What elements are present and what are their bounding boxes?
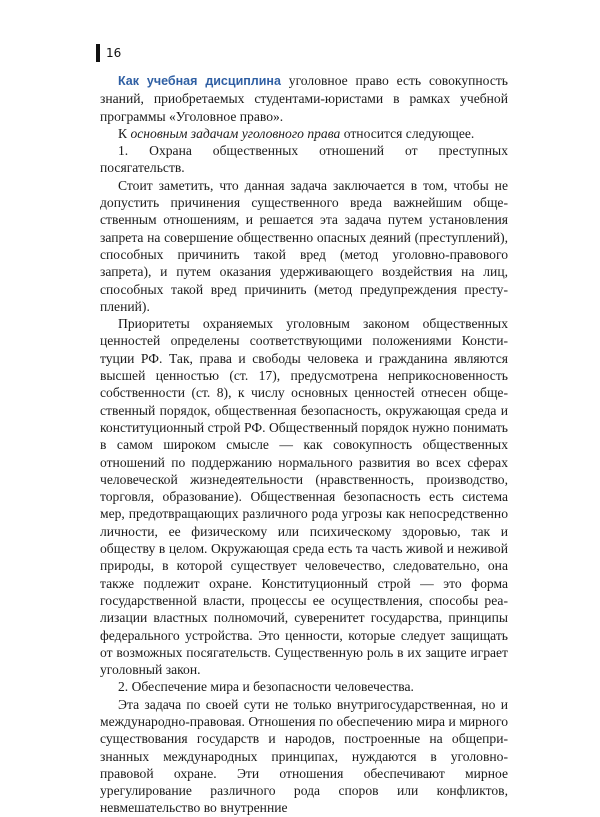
paragraph-text: относится следующее. [340, 125, 475, 141]
paragraph-priorities: Приоритеты охраняемых уголовным законом общественных ценностей определены соответствующими положениями Конституции РФ. Так, права и свободы человека и гражданина являются высшей ценностью (ст. 17), предусмотрена неприкосновенность собственности (ст. 8), к числу основных ценностей отнесен общественный порядок, общественная безопасность, окружающая среда и конституционный строй РФ. Общественный порядок нужно понимать в самом широком смысле — как совокупность общественных отношений по поддержанию нормального развития во всех сферах человеческой жизнедеятельности (нравственность, производство, торговля, образование). Общественная безопасность есть система мер, предотвращающих различного рода угрозы как непосредственно личности, ее физическому или психическому здоровью, так и обществу в целом. Окружающая среда есть та часть живой и неживой природы, в которой существует человечество, следовательно, она также подлежит охране. Конституционный строй — это форма государственной власти, процессы ее осуществления, способы реализации властных полномочий, суверенитет государства, принципы федерального устройства. Это ценности, которые следует защищать от возможных посягательств. Существенную роль в их защите играет уголовный закон. [100, 316, 508, 678]
paragraph-definition [100, 72, 508, 125]
page-number: 16 [106, 46, 122, 60]
task-heading-2: 2. Обеспечение мира и безопасности человечества. [118, 679, 414, 695]
italic-term: основным задачам уголовного права [130, 125, 341, 141]
paragraph-task-2-explanation: Эта задача по своей сути не только внутригосударственная, но и международно-правовая. Отношения по обеспечению мира и мирного существования государств и народов, построенные на общепризнанных международных принципах, нуждаются в уголовно-правовой охране. Эти отношения обеспечивают мирное урегулирование различного рода споров или конфликтов, невмешательство во внутренние [100, 696, 508, 816]
paragraph-task-1-explanation: Стоит заметить, что данная задача заключается в том, чтобы не допустить причинения существенного вреда важнейшим общественным отношениям, и решается эта задача путем установления запрета на совершение общественно опасных деяний (преступлений), способных причинить такой вред (метод уголовно-правового запрета), и путем оказания удерживающего воздействия на лиц, способных такой вред причинить (метод предупреждения преступлений). [100, 177, 508, 314]
paragraph-tasks-intro [100, 125, 508, 142]
paragraph-text: К [118, 125, 131, 141]
body-text [100, 72, 508, 817]
header-bar-mark [96, 44, 100, 62]
task-heading-1: 1. Охрана общественных отношений от преступных посягательств. [100, 143, 508, 176]
page-header [96, 44, 121, 62]
paragraph-text: уголовное право есть совокупность знаний, приобретаемых студентами-юристами в рамках учебной программы «Уголовное право». [100, 73, 508, 124]
term-highlight: Как учебная дисциплина [118, 74, 281, 88]
